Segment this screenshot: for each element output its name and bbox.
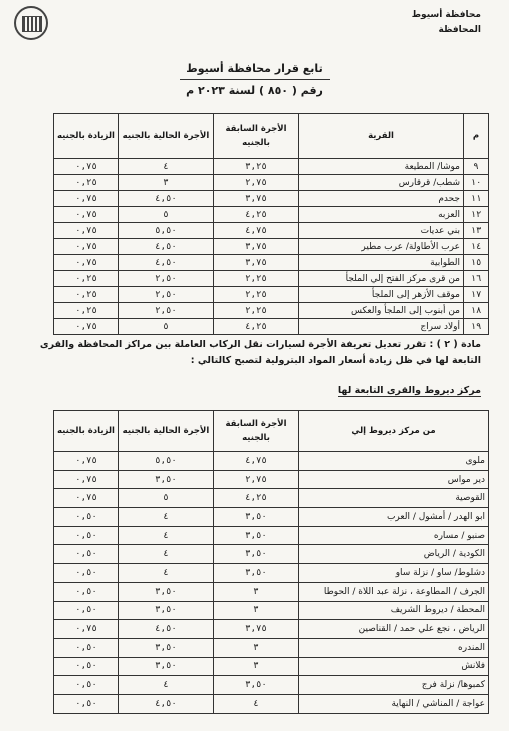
section-title: مركز ديروط والقرى التابعة لها	[337, 385, 481, 396]
table-cell: ٤	[119, 545, 214, 564]
table-cell: فلانش	[299, 657, 489, 676]
table-cell: الطوابية	[299, 255, 464, 271]
table-row	[54, 191, 489, 207]
table-row	[54, 223, 489, 239]
table-cell: ٣,٢٥	[214, 159, 299, 175]
col-current-fare: الأجرة الحالية بالجنيه	[119, 411, 214, 452]
table-cell: أولاد سراج	[299, 319, 464, 335]
table-cell: ٤,٥٠	[119, 694, 214, 713]
table-row	[54, 271, 489, 287]
table-cell: ١٢	[464, 207, 489, 223]
table-cell: ١٤	[464, 239, 489, 255]
table-cell: موقف الأزهر إلى الملجأ	[299, 287, 464, 303]
table-cell: ٠,٥٠	[54, 564, 119, 583]
table-row	[54, 564, 489, 583]
table-cell: ٠,٧٥	[54, 452, 119, 471]
table-cell: ٢,٥٠	[119, 303, 214, 319]
table-cell: ٢,٥٠	[119, 271, 214, 287]
table-cell: ٣,٥٠	[214, 526, 299, 545]
table-cell: ١٧	[464, 287, 489, 303]
table-cell: ٤,٥٠	[119, 620, 214, 639]
table-cell: ٢,٥٠	[119, 287, 214, 303]
table-cell: ٠,٢٥	[54, 303, 119, 319]
table-cell: الرياض ، نجع علي حمد / القناصين	[299, 620, 489, 639]
table-cell: ١٣	[464, 223, 489, 239]
document-title: تابع قرار محافظة أسيوط	[186, 62, 323, 75]
table-cell: ٠,٢٥	[54, 271, 119, 287]
table-row	[54, 159, 489, 175]
table-cell: ٢,٢٥	[214, 271, 299, 287]
table-row	[54, 601, 489, 620]
table-cell: ٤,٥٠	[119, 255, 214, 271]
table-cell: ٤	[214, 694, 299, 713]
table-cell: ٥,٥٠	[119, 223, 214, 239]
table-cell: ٢,٧٥	[214, 175, 299, 191]
table-cell: ٣	[214, 657, 299, 676]
table-cell: من أبنوب إلى الملجأ والعكس	[299, 303, 464, 319]
table-cell: ٤	[119, 564, 214, 583]
table-cell: عرب الأطاولة/ عرب مطير	[299, 239, 464, 255]
table-cell: ٠,٥٠	[54, 694, 119, 713]
table-cell: ١٦	[464, 271, 489, 287]
col-destination: من مركز ديروط إلي	[299, 411, 489, 452]
table-row	[54, 620, 489, 639]
table-cell: ٠,٧٥	[54, 489, 119, 508]
table-cell: بني عديات	[299, 223, 464, 239]
table-header-row	[54, 411, 489, 452]
table-cell: ٠,٥٠	[54, 657, 119, 676]
governorate-logo-icon	[14, 6, 48, 40]
col-increase: الزيادة بالجنيه	[54, 411, 119, 452]
table-cell: ٠,٧٥	[54, 223, 119, 239]
table-row	[54, 694, 489, 713]
table-cell: ٠,٧٥	[54, 255, 119, 271]
table-cell: ٢,٧٥	[214, 470, 299, 489]
table-cell: ٥,٥٠	[119, 452, 214, 471]
table-row	[54, 508, 489, 527]
table-cell: ٤	[119, 526, 214, 545]
table-cell: ٠,٥٠	[54, 545, 119, 564]
table-row	[54, 526, 489, 545]
decree-number: رقم ( ٨٥٠ ) لسنة ٢٠٢٣ م	[186, 84, 323, 97]
table-cell: ١١	[464, 191, 489, 207]
table-cell: ٣	[214, 638, 299, 657]
table-cell: ٠,٥٠	[54, 638, 119, 657]
table-cell: ٣,٧٥	[214, 239, 299, 255]
table-row	[54, 287, 489, 303]
table-cell: ٣,٥٠	[119, 657, 214, 676]
table-cell: ٣	[214, 601, 299, 620]
table-cell: ٤	[119, 508, 214, 527]
title-underline	[180, 79, 330, 80]
letterhead-line1: محافظة أسيوط	[411, 10, 481, 20]
table-row	[54, 255, 489, 271]
col-previous-fare: الأجرة السابقة بالجنيه	[214, 114, 299, 159]
table-cell: ١٠	[464, 175, 489, 191]
table-cell: عواجة / المناشي / النهاية	[299, 694, 489, 713]
table-row	[54, 303, 489, 319]
table-cell: ٩	[464, 159, 489, 175]
table-header-row	[54, 114, 489, 159]
col-index: م	[464, 114, 489, 159]
table-cell: ٤,٧٥	[214, 452, 299, 471]
table-cell: شطب/ قرقارس	[299, 175, 464, 191]
table-cell: ٠,٥٠	[54, 526, 119, 545]
table-cell: ٠,٧٥	[54, 239, 119, 255]
table-cell: ٣,٧٥	[214, 191, 299, 207]
table-cell: دشلوط/ ساو / نزلة ساو	[299, 564, 489, 583]
article-2-text: مادة ( ٢ ) : تقرر تعديل تعريفة الأجرة لسيارات نقل الركاب العاملة بين مراكز المحافظة والقرى التابعة لها في ظل زيادة أسعار المواد البترولية لتصبح كالتالي :	[39, 339, 481, 366]
table-cell: المندره	[299, 638, 489, 657]
table-cell: ٠,٥٠	[54, 601, 119, 620]
table-row	[54, 582, 489, 601]
table-cell: ١٨	[464, 303, 489, 319]
table-cell: الكودية / الرياض	[299, 545, 489, 564]
table-cell: ٥	[119, 489, 214, 508]
table-cell: المحطة / ديروط الشريف	[299, 601, 489, 620]
letterhead-line2: المحافظة	[438, 25, 481, 35]
table-cell: ٣,٧٥	[214, 255, 299, 271]
table-cell: الجرف / المطاوعة ، نزلة عبد اللاة / الحوطا	[299, 582, 489, 601]
table-row	[54, 470, 489, 489]
table-row	[54, 676, 489, 695]
table-cell: صنبو / مساره	[299, 526, 489, 545]
table-cell: دير مواس	[299, 470, 489, 489]
table-cell: ٣,٥٠	[119, 638, 214, 657]
table-cell: ٤,٢٥	[214, 319, 299, 335]
table-cell: ٠,٧٥	[54, 620, 119, 639]
table-cell: موشا/ المطيعة	[299, 159, 464, 175]
table-cell: ٠,٧٥	[54, 319, 119, 335]
table-cell: ٢,٢٥	[214, 303, 299, 319]
table-row	[54, 175, 489, 191]
table-cell: العزبه	[299, 207, 464, 223]
table-cell: ٤,٧٥	[214, 223, 299, 239]
table-cell: ٤,٢٥	[214, 207, 299, 223]
table-cell: ٢,٢٥	[214, 287, 299, 303]
table-cell: ٤,٥٠	[119, 191, 214, 207]
dairut-fare-table	[53, 410, 489, 714]
letterhead	[412, 8, 481, 38]
table-cell: ٥	[119, 319, 214, 335]
table-cell: ٣,٥٠	[119, 601, 214, 620]
table-cell: ٠,٥٠	[54, 676, 119, 695]
col-increase: الزيادة بالجنيه	[54, 114, 119, 159]
table-cell: ٥	[119, 207, 214, 223]
table-cell: ٤	[119, 159, 214, 175]
table-cell: ٣,٥٠	[119, 582, 214, 601]
table-cell: ٣,٥٠	[214, 545, 299, 564]
table-cell: ٠,٧٥	[54, 207, 119, 223]
table-cell: ٣,٥٠	[214, 564, 299, 583]
table-cell: ٤	[119, 676, 214, 695]
table-cell: ٤,٢٥	[214, 489, 299, 508]
table-cell: ٠,٧٥	[54, 159, 119, 175]
table-row	[54, 489, 489, 508]
table-cell: ملوى	[299, 452, 489, 471]
table-cell: ٣,٥٠	[214, 676, 299, 695]
table-cell: ٣,٧٥	[214, 620, 299, 639]
table-row	[54, 545, 489, 564]
table-cell: ٣,٥٠	[214, 508, 299, 527]
table-cell: ٠,٥٠	[54, 582, 119, 601]
table-cell: ٠,٢٥	[54, 175, 119, 191]
table-cell: ٠,٧٥	[54, 470, 119, 489]
table-cell: ٠,٧٥	[54, 191, 119, 207]
table-cell: ١٥	[464, 255, 489, 271]
col-previous-fare: الأجرة السابقة بالجنيه	[214, 411, 299, 452]
table-cell: ٠,٥٠	[54, 508, 119, 527]
table-cell: ٠,٢٥	[54, 287, 119, 303]
table-row	[54, 207, 489, 223]
col-current-fare: الأجرة الحالية بالجنيه	[119, 114, 214, 159]
table-cell: من قرى مركز الفتح إلي الملجأ	[299, 271, 464, 287]
table-cell: كمبوها/ نزلة فرج	[299, 676, 489, 695]
table-cell: القوصية	[299, 489, 489, 508]
table-row	[54, 657, 489, 676]
col-village: القرية	[299, 114, 464, 159]
villages-fare-table	[53, 113, 489, 335]
table-cell: جحدم	[299, 191, 464, 207]
table-row	[54, 638, 489, 657]
table-cell: ابو الهدر / أمشول / العرب	[299, 508, 489, 527]
table-row	[54, 239, 489, 255]
table-row	[54, 452, 489, 471]
table-cell: ١٩	[464, 319, 489, 335]
table-cell: ٣	[119, 175, 214, 191]
table-row	[54, 319, 489, 335]
table-cell: ٣,٥٠	[119, 470, 214, 489]
table-cell: ٤,٥٠	[119, 239, 214, 255]
table-cell: ٣	[214, 582, 299, 601]
